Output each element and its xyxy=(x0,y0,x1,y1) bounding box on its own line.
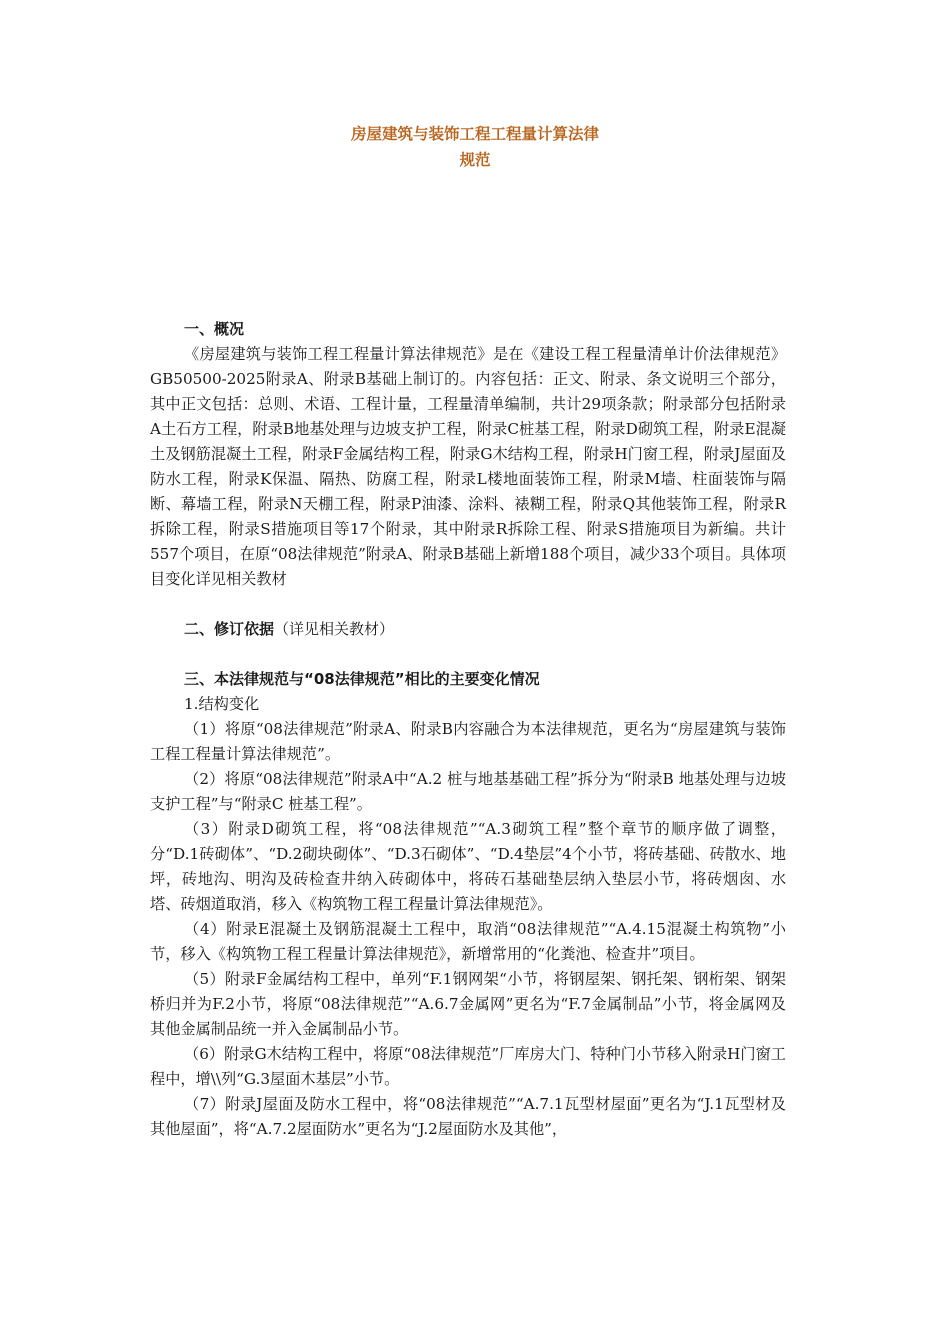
section-2-note: （详见相关教材） xyxy=(274,620,395,638)
section-1-paragraph: 《房屋建筑与装饰工程工程量计算法律规范》是在《建设工程工程量清单计价法律规范》GB50500-2025附录A、附录B基础上制订的。内容包括：正文、附录、条文说明三个部分，其中正文包括：总则、术语、工程计量，工程量清单编制，共计29项条款；附录部分包括附录A土石方工程，附录B地基处理与边坡支护工程，附录C桩基工程，附录D砌筑工程，附录E混凝土及钢筋混凝土工程，附录F金属结构工程，附录G木结构工程，附录H门窗工程，附录J屋面及防水工程，附录K保温、隔热、防腐工程，附录L楼地面装饰工程，附录M墙、柱面装饰与隔断、幕墙工程，附录N天棚工程，附录P油漆、涂料、裱糊工程，附录Q其他装饰工程，附录R拆除工程，附录S措施项目等17个附录，其中附录R拆除工程、附录S措施项目为新编。共计557个项目，在原“08法律规范”附录A、附录B基础上新增188个项目，减少33个项目。具体项目变化详见相关教材 xyxy=(150,345,786,588)
section-3-item-1: （1）将原“08法律规范”附录A、附录B内容融合为本法律规范，更名为“房屋建筑与装饰工程工程量计算法律规范”。 xyxy=(150,720,786,763)
section-3-item-4: （4）附录E混凝土及钢筋混凝土工程中，取消“08法律规范”“A.4.15混凝土构筑物”小节，移入《构筑物工程工程量计算法律规范》，新增常用的“化粪池、检查井”项目。 xyxy=(150,920,786,963)
section-3-item-2: （2）将原“08法律规范”附录A中“A.2 桩与地基基础工程”拆分为“附录B 地基处理与边坡支护工程”与“附录C 桩基工程”。 xyxy=(150,770,786,813)
section-3-item-3: （3）附录D砌筑工程，将“08法律规范”“A.3砌筑工程”整个章节的顺序做了调整，分“D.1砖砌体”、“D.2砌块砌体”、“D.3石砌体”、“D.4垫层”4个小节，将砖基础、砖散水、地坪，砖地沟、明沟及砖检查井纳入砖砌体中，将砖石基础垫层纳入垫层小节，将砖烟囱、水塔、砖烟道取消，移入《构筑物工程工程量计算法律规范》。 xyxy=(150,820,786,913)
document-title-line-1: 房屋建筑与装饰工程工程量计算法律 xyxy=(350,125,599,143)
document-title-line-2: 规范 xyxy=(459,151,491,169)
section-3-heading: 三、本法律规范与“08法律规范”相比的主要变化情况 xyxy=(184,670,540,688)
section-1-heading: 一、概况 xyxy=(184,320,245,338)
section-3-item-7: （7）附录J屋面及防水工程中，将“08法律规范”“A.7.1瓦型材屋面”更名为“J.1瓦型材及其他屋面”，将“A.7.2屋面防水”更名为“J.2屋面防水及其他”， xyxy=(150,1095,786,1138)
document-body xyxy=(150,317,786,1142)
spacer xyxy=(150,642,786,667)
spacer xyxy=(150,592,786,617)
section-2-heading-text: 二、修订依据 xyxy=(184,620,275,638)
section-2-heading xyxy=(150,617,786,642)
document-title xyxy=(0,121,950,173)
section-3-subheading: 1.结构变化 xyxy=(184,695,260,713)
section-3-item-6: （6）附录G木结构工程中，将原“08法律规范”厂库房大门、特种门小节移入附录H门窗工程中，增\\列“G.3屋面木基层”小节。 xyxy=(150,1045,786,1088)
section-3-item-5: （5）附录F金属结构工程中，单列“F.1钢网架“小节，将钢屋架、钢托架、钢桁架、钢架桥归并为F.2小节，将原“08法律规范”“A.6.7金属网”更名为“F.7金属制品”小节，将金属网及其他金属制品统一并入金属制品小节。 xyxy=(150,970,786,1038)
